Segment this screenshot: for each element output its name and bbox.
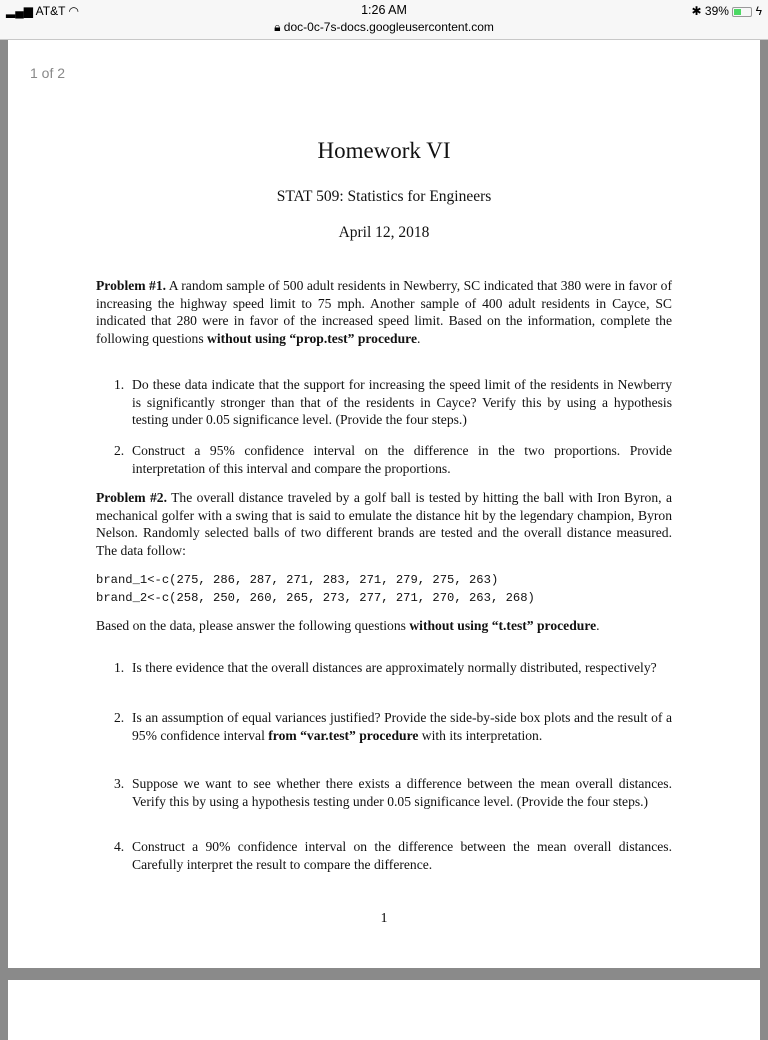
list-item: 3. Suppose we want to see whether there exists a difference between the mean overall distances. Verify this by using a hypothesis testing under 0.05 significance level. (Provide the four steps.)	[114, 776, 672, 809]
clock: 1:26 AM	[361, 3, 407, 17]
battery-icon	[732, 7, 752, 17]
bluetooth-icon: ✱	[691, 4, 702, 18]
list-item: 4. Construct a 90% confidence interval on the difference between the mean overall distances. Carefully interpret the result to compare the difference.	[114, 839, 672, 872]
page-counter: 1 of 2	[30, 65, 66, 81]
list-item: 2. Is an assumption of equal variances justified? Provide the side-by-side box plots and the result of a 95% confidence interval from “var.test” procedure with its interpretation.	[114, 710, 672, 743]
status-bar	[0, 0, 768, 40]
problem-1-text: Problem #1. A random sample of 500 adult residents in Newberry, SC indicated that 380 were in favor of increasing the highway speed limit to 75 mph. Another sample of 400 adult residents in Cayce, SC indicated that 280 were in favor of the increased speed limit. Based on the information, complete the following questions without using “prop.test” procedure.	[96, 278, 672, 346]
problem-2-text: Problem #2. The overall distance traveled by a golf ball is tested by hitting the ball with Iron Byron, a mechanical golfer with a swing that is said to emulate the distance hit by the legendary champion, Byron Nelson. Randomly selected balls of two different brands are tested and the overall distance measured. The data follow:	[96, 490, 672, 558]
charging-icon: ϟ	[755, 4, 762, 18]
document-page-1[interactable]	[8, 40, 760, 968]
document-page-2[interactable]	[8, 980, 760, 1040]
page-number: 1	[380, 910, 388, 925]
code-brand-1: brand_1<-c(275, 286, 287, 271, 283, 271, 279, 275, 263)	[96, 573, 499, 587]
battery-status: ✱ 39% ϟ	[691, 4, 762, 18]
carrier: ▂▄▆ AT&T ◠	[6, 4, 80, 18]
list-item: 2. Construct a 95% confidence interval on the difference in the two proportions. Provide interpretation of this interval and compare the proportions.	[114, 443, 672, 476]
list-item: 1. Is there evidence that the overall distances are approximately normally distributed, respectively?	[114, 660, 657, 675]
list-item: 1. Do these data indicate that the support for increasing the speed limit of the residents in Newberry is significantly stronger than that of the residents in Cayce? Verify this by using a hypothesis testing under 0.05 significance level. (Provide the four steps.)	[114, 377, 672, 428]
doc-date: April 12, 2018	[338, 224, 430, 241]
wifi-icon: ◠	[68, 4, 80, 18]
lock-icon: 🔒︎	[274, 20, 281, 34]
doc-title: Homework VI	[317, 138, 451, 163]
url-bar[interactable]: 🔒︎ doc-0c-7s-docs.googleusercontent.com	[274, 20, 494, 34]
code-brand-2: brand_2<-c(258, 250, 260, 265, 273, 277, 271, 270, 263, 268)	[96, 591, 535, 605]
course-name: STAT 509: Statistics for Engineers	[276, 188, 492, 205]
problem-2-lead: Based on the data, please answer the following questions without using “t.test” procedure.	[96, 618, 600, 633]
signal-icon: ▂▄▆	[6, 4, 33, 18]
